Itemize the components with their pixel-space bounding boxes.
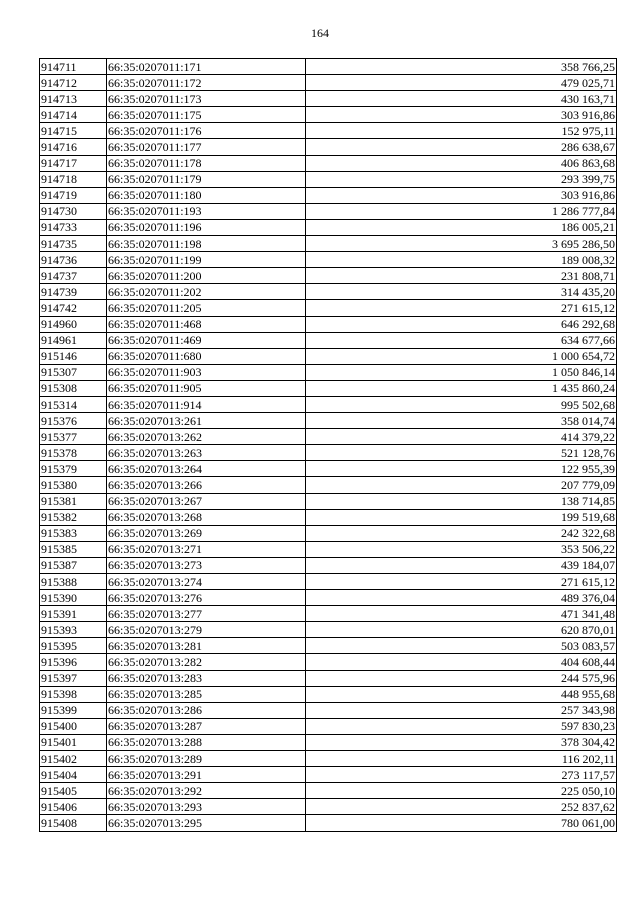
cadastral-number-cell: 66:35:0207013:295: [107, 815, 306, 831]
cadastral-value-cell: 620 870,01: [306, 622, 617, 638]
table-row: [40, 815, 617, 831]
row-id-cell: 915146: [40, 348, 107, 364]
table-row: [40, 203, 617, 219]
cadastral-value-cell: 303 916,86: [306, 107, 617, 123]
row-id-cell: 914718: [40, 171, 107, 187]
table-row: [40, 783, 617, 799]
row-id-cell: 914961: [40, 332, 107, 348]
table-row: [40, 590, 617, 606]
cadastral-number-cell: 66:35:0207011:171: [107, 59, 306, 75]
cadastral-number-cell: 66:35:0207011:914: [107, 396, 306, 412]
row-id-cell: 915400: [40, 718, 107, 734]
cadastral-value-cell: 252 837,62: [306, 799, 617, 815]
cadastral-number-cell: 66:35:0207011:176: [107, 123, 306, 139]
table-row: [40, 525, 617, 541]
cadastral-value-cell: 414 379,22: [306, 429, 617, 445]
row-id-cell: 915401: [40, 734, 107, 750]
cadastral-value-cell: 439 184,07: [306, 557, 617, 573]
cadastral-number-cell: 66:35:0207011:179: [107, 171, 306, 187]
table-row: [40, 477, 617, 493]
table-row: [40, 155, 617, 171]
cadastral-number-cell: 66:35:0207011:177: [107, 139, 306, 155]
table-row: [40, 300, 617, 316]
cadastral-value-cell: 358 766,25: [306, 59, 617, 75]
row-id-cell: 915405: [40, 783, 107, 799]
table-row: [40, 268, 617, 284]
cadastral-value-cell: 271 615,12: [306, 574, 617, 590]
row-id-cell: 914713: [40, 91, 107, 107]
table-row: [40, 799, 617, 815]
cadastral-number-cell: 66:35:0207013:277: [107, 606, 306, 622]
cadastral-value-cell: 116 202,11: [306, 751, 617, 767]
cadastral-value-cell: 244 575,96: [306, 670, 617, 686]
cadastral-value-cell: 448 955,68: [306, 686, 617, 702]
cadastral-number-cell: 66:35:0207013:287: [107, 718, 306, 734]
row-id-cell: 914742: [40, 300, 107, 316]
cadastral-value-cell: 597 830,23: [306, 718, 617, 734]
row-id-cell: 914715: [40, 123, 107, 139]
cadastral-value-cell: 995 502,68: [306, 396, 617, 412]
row-id-cell: 915397: [40, 670, 107, 686]
cadastral-value-cell: 1 050 846,14: [306, 364, 617, 380]
table-row: [40, 187, 617, 203]
cadastral-number-cell: 66:35:0207013:281: [107, 638, 306, 654]
row-id-cell: 915385: [40, 541, 107, 557]
row-id-cell: 914730: [40, 203, 107, 219]
cadastral-value-cell: 293 399,75: [306, 171, 617, 187]
table-row: [40, 316, 617, 332]
cadastral-value-cell: 273 117,57: [306, 767, 617, 783]
table-row: [40, 638, 617, 654]
cadastral-number-cell: 66:35:0207011:468: [107, 316, 306, 332]
row-id-cell: 915402: [40, 751, 107, 767]
cadastral-number-cell: 66:35:0207013:283: [107, 670, 306, 686]
row-id-cell: 914714: [40, 107, 107, 123]
row-id-cell: 915383: [40, 525, 107, 541]
cadastral-value-cell: 225 050,10: [306, 783, 617, 799]
cadastral-number-cell: 66:35:0207013:286: [107, 702, 306, 718]
table-row: [40, 493, 617, 509]
cadastral-value-cell: 257 343,98: [306, 702, 617, 718]
cadastral-number-cell: 66:35:0207011:198: [107, 236, 306, 252]
cadastral-number-cell: 66:35:0207013:261: [107, 413, 306, 429]
cadastral-value-cell: 271 615,12: [306, 300, 617, 316]
row-id-cell: 914716: [40, 139, 107, 155]
cadastral-number-cell: 66:35:0207013:264: [107, 461, 306, 477]
table-row: [40, 574, 617, 590]
cadastral-number-cell: 66:35:0207013:289: [107, 751, 306, 767]
table-row: [40, 380, 617, 396]
row-id-cell: 915378: [40, 445, 107, 461]
row-id-cell: 914739: [40, 284, 107, 300]
table-row: [40, 734, 617, 750]
table-row: [40, 348, 617, 364]
row-id-cell: 915314: [40, 396, 107, 412]
cadastral-number-cell: 66:35:0207013:271: [107, 541, 306, 557]
row-id-cell: 914733: [40, 219, 107, 235]
cadastral-number-cell: 66:35:0207011:199: [107, 252, 306, 268]
row-id-cell: 915379: [40, 461, 107, 477]
cadastral-number-cell: 66:35:0207013:274: [107, 574, 306, 590]
table-row: [40, 686, 617, 702]
cadastral-number-cell: 66:35:0207011:193: [107, 203, 306, 219]
row-id-cell: 915390: [40, 590, 107, 606]
row-id-cell: 915404: [40, 767, 107, 783]
cadastral-number-cell: 66:35:0207011:903: [107, 364, 306, 380]
table-row: [40, 59, 617, 75]
row-id-cell: 915380: [40, 477, 107, 493]
cadastral-number-cell: 66:35:0207013:276: [107, 590, 306, 606]
cadastral-number-cell: 66:35:0207013:285: [107, 686, 306, 702]
row-id-cell: 915391: [40, 606, 107, 622]
cadastral-value-cell: 471 341,48: [306, 606, 617, 622]
cadastral-value-cell: 404 608,44: [306, 654, 617, 670]
cadastral-number-cell: 66:35:0207011:205: [107, 300, 306, 316]
table-row: [40, 670, 617, 686]
cadastral-number-cell: 66:35:0207013:288: [107, 734, 306, 750]
cadastral-number-cell: 66:35:0207013:268: [107, 509, 306, 525]
cadastral-number-cell: 66:35:0207011:180: [107, 187, 306, 203]
cadastral-value-cell: 286 638,67: [306, 139, 617, 155]
cadastral-value-cell: 207 779,09: [306, 477, 617, 493]
cadastral-value-cell: 3 695 286,50: [306, 236, 617, 252]
table-row: [40, 396, 617, 412]
table-row: [40, 107, 617, 123]
cadastral-number-cell: 66:35:0207013:293: [107, 799, 306, 815]
row-id-cell: 915388: [40, 574, 107, 590]
cadastral-number-cell: 66:35:0207013:291: [107, 767, 306, 783]
table-row: [40, 557, 617, 573]
row-id-cell: 915395: [40, 638, 107, 654]
table-row: [40, 284, 617, 300]
row-id-cell: 914717: [40, 155, 107, 171]
row-id-cell: 914736: [40, 252, 107, 268]
cadastral-value-cell: 231 808,71: [306, 268, 617, 284]
row-id-cell: 915377: [40, 429, 107, 445]
row-id-cell: 915376: [40, 413, 107, 429]
table-row: [40, 429, 617, 445]
cadastral-value-cell: 138 714,85: [306, 493, 617, 509]
cadastral-number-cell: 66:35:0207013:273: [107, 557, 306, 573]
row-id-cell: 914711: [40, 59, 107, 75]
table-row: [40, 123, 617, 139]
table-row: [40, 541, 617, 557]
table-row: [40, 139, 617, 155]
row-id-cell: 914737: [40, 268, 107, 284]
table-row: [40, 171, 617, 187]
cadastral-number-cell: 66:35:0207011:173: [107, 91, 306, 107]
cadastral-number-cell: 66:35:0207013:267: [107, 493, 306, 509]
cadastral-number-cell: 66:35:0207013:262: [107, 429, 306, 445]
row-id-cell: 915382: [40, 509, 107, 525]
cadastral-value-cell: 1 000 654,72: [306, 348, 617, 364]
table-row: [40, 461, 617, 477]
row-id-cell: 915387: [40, 557, 107, 573]
table-row: [40, 364, 617, 380]
cadastral-value-cell: 634 677,66: [306, 332, 617, 348]
cadastral-value-cell: 646 292,68: [306, 316, 617, 332]
cadastral-number-cell: 66:35:0207013:266: [107, 477, 306, 493]
cadastral-number-cell: 66:35:0207013:292: [107, 783, 306, 799]
table-row: [40, 91, 617, 107]
cadastral-value-cell: 199 519,68: [306, 509, 617, 525]
cadastral-value-cell: 430 163,71: [306, 91, 617, 107]
table-row: [40, 332, 617, 348]
row-id-cell: 915396: [40, 654, 107, 670]
cadastral-value-cell: 406 863,68: [306, 155, 617, 171]
cadastral-value-cell: 189 008,32: [306, 252, 617, 268]
table-row: [40, 75, 617, 91]
row-id-cell: 915398: [40, 686, 107, 702]
cadastral-value-table: [39, 58, 617, 832]
table-row: [40, 509, 617, 525]
cadastral-number-cell: 66:35:0207011:196: [107, 219, 306, 235]
cadastral-number-cell: 66:35:0207013:263: [107, 445, 306, 461]
cadastral-value-cell: 521 128,76: [306, 445, 617, 461]
row-id-cell: 915399: [40, 702, 107, 718]
table-body: [40, 59, 617, 832]
page-number: 164: [311, 26, 329, 40]
cadastral-number-cell: 66:35:0207011:172: [107, 75, 306, 91]
cadastral-value-cell: 1 435 860,24: [306, 380, 617, 396]
cadastral-number-cell: 66:35:0207011:200: [107, 268, 306, 284]
table-row: [40, 767, 617, 783]
table-row: [40, 654, 617, 670]
cadastral-number-cell: 66:35:0207013:279: [107, 622, 306, 638]
table-row: [40, 252, 617, 268]
table-row: [40, 606, 617, 622]
cadastral-value-cell: 314 435,20: [306, 284, 617, 300]
cadastral-number-cell: 66:35:0207013:282: [107, 654, 306, 670]
row-id-cell: 914960: [40, 316, 107, 332]
table-row: [40, 718, 617, 734]
row-id-cell: 915307: [40, 364, 107, 380]
cadastral-value-cell: 780 061,00: [306, 815, 617, 831]
cadastral-number-cell: 66:35:0207013:269: [107, 525, 306, 541]
table-row: [40, 702, 617, 718]
table-row: [40, 445, 617, 461]
cadastral-value-cell: 186 005,21: [306, 219, 617, 235]
cadastral-value-cell: 122 955,39: [306, 461, 617, 477]
row-id-cell: 915408: [40, 815, 107, 831]
cadastral-number-cell: 66:35:0207011:178: [107, 155, 306, 171]
row-id-cell: 914735: [40, 236, 107, 252]
cadastral-value-cell: 242 322,68: [306, 525, 617, 541]
cadastral-number-cell: 66:35:0207011:175: [107, 107, 306, 123]
cadastral-number-cell: 66:35:0207011:202: [107, 284, 306, 300]
row-id-cell: 915381: [40, 493, 107, 509]
cadastral-value-cell: 353 506,22: [306, 541, 617, 557]
table-row: [40, 622, 617, 638]
table-row: [40, 236, 617, 252]
cadastral-value-cell: 479 025,71: [306, 75, 617, 91]
cadastral-value-cell: 503 083,57: [306, 638, 617, 654]
table-row: [40, 413, 617, 429]
row-id-cell: 914712: [40, 75, 107, 91]
table-row: [40, 751, 617, 767]
cadastral-number-cell: 66:35:0207011:469: [107, 332, 306, 348]
row-id-cell: 914719: [40, 187, 107, 203]
cadastral-value-cell: 489 376,04: [306, 590, 617, 606]
cadastral-value-cell: 152 975,11: [306, 123, 617, 139]
cadastral-number-cell: 66:35:0207011:905: [107, 380, 306, 396]
cadastral-number-cell: 66:35:0207011:680: [107, 348, 306, 364]
cadastral-value-cell: 1 286 777,84: [306, 203, 617, 219]
row-id-cell: 915308: [40, 380, 107, 396]
table-row: [40, 219, 617, 235]
row-id-cell: 915393: [40, 622, 107, 638]
cadastral-value-cell: 378 304,42: [306, 734, 617, 750]
row-id-cell: 915406: [40, 799, 107, 815]
cadastral-value-cell: 303 916,86: [306, 187, 617, 203]
cadastral-value-cell: 358 014,74: [306, 413, 617, 429]
